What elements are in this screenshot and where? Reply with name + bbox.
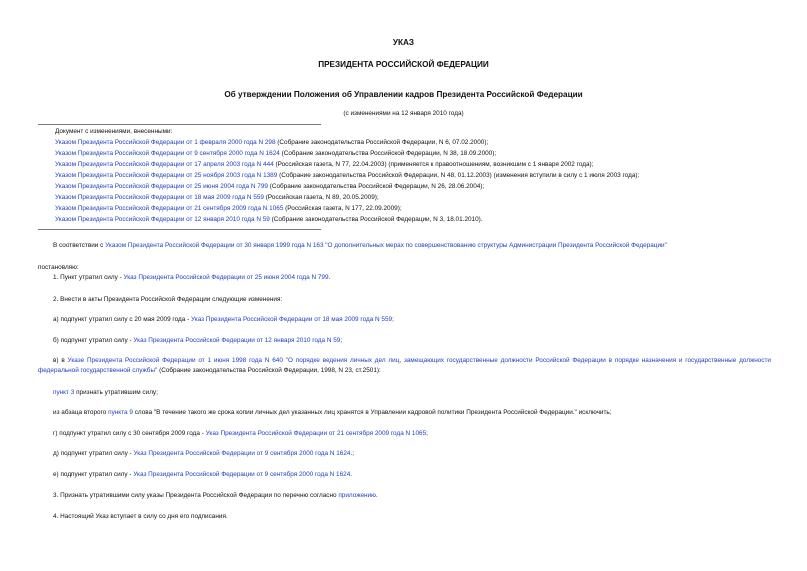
doc-title-president: ПРЕЗИДЕНТА РОССИЙСКОЙ ФЕДЕРАЦИИ <box>318 60 489 69</box>
subitem-d-link[interactable]: Указ Президента Российской Федерации от 9 сентября 2000 года N 1624 <box>133 450 351 457</box>
subitem-v-link[interactable]: Указе Президента Российской Федерации от 1 июня 1998 года N 640 "О порядке ведения личных дел лиц, замещающих государственные должности Российской Федерации в порядке назначения и государственные должности федеральной государственной службы" <box>38 357 771 374</box>
history-top-rule <box>38 124 321 125</box>
appendix-link[interactable]: приложению <box>338 492 376 499</box>
history-link[interactable]: Указом Президента Российской Федерации от 12 января 2010 года N 59 <box>55 216 270 223</box>
paragraph-item-3: 3. Признать утратившими силу указы Президента Российской Федерации по перечню согласно приложению. <box>53 492 378 499</box>
doc-subheading: (с изменениями на 12 января 2010 года) <box>343 110 464 117</box>
history-link[interactable]: Указом Президента Российской Федерации от 17 апреля 2003 года N 444 <box>55 161 274 168</box>
paragraph-point-9: из абзаца второго пункта 9 слова "В течение такого же срока копии личных дел указанных лиц хранятся в Управлении кадровой политики Президента Российской Федерации." исключить; <box>53 409 612 416</box>
paragraph-subitem-d: д) подпункт утратил силу - Указ Президента Российской Федерации от 9 сентября 2000 года N 1624.; <box>53 450 354 457</box>
history-item: Указом Президента Российской Федерации от 17 апреля 2003 года N 444 (Российская газета, N 77, 22.04.2003) (применяется к правоотношениям, возникшим с 1 января 2002 года); <box>55 161 594 168</box>
doc-heading: Об утверждении Положения об Управлении кадров Президента Российской Федерации <box>224 90 583 99</box>
item-1-link[interactable]: Указ Президента Российской Федерации от 25 июня 2004 года N 799 <box>123 274 329 281</box>
history-item: Указом Президента Российской Федерации от 9 сентября 2000 года N 1624 (Собрание законодательства Российской Федерации, N 38, 18.09.2000); <box>55 150 497 157</box>
history-link[interactable]: Указом Президента Российской Федерации от 25 июня 2004 года N 799 <box>55 183 268 190</box>
history-item: Указом Президента Российской Федерации от 12 января 2010 года N 59 (Собрание законодательства Российской Федерации, N 3, 18.01.2010). <box>55 216 483 223</box>
subitem-b-link[interactable]: Указ Президента Российской Федерации от 12 января 2010 года N 59 <box>133 337 341 344</box>
paragraph-item-2: 2. Внести в акты Президента Российской Федерации следующие изменения: <box>53 296 283 303</box>
history-item: Указом Президента Российской Федерации от 18 мая 2009 года N 559 (Российская газета, N 89, 20.05.2009); <box>55 194 379 201</box>
history-bottom-rule <box>38 229 321 230</box>
history-item: Указом Президента Российской Федерации от 25 ноября 2003 года N 1389 (Собрание законодательства Российской Федерации, N 48, 01.12.2003) (изменения вступили в силу с 1 июля 2003 года); <box>55 172 640 179</box>
paragraph-subitem-v: в) в Указе Президента Российской Федерации от 1 июня 1998 года N 640 "О порядке ведения личных дел лиц, замещающих государственные должности Российской Федерации в порядке назначения и государственные должности федеральной государственной службы" (Собрание законодательства Российской Федерации, 1998, N 23, ст.2501): <box>38 357 771 374</box>
history-link[interactable]: Указом Президента Российской Федерации от 9 сентября 2000 года N 1624 <box>55 150 280 157</box>
history-item: Указом Президента Российской Федерации от 1 февраля 2000 года N 298 (Собрание законодательства Российской Федерации, N 6, 07.02.2000); <box>55 139 489 146</box>
paragraph-subitem-g: г) подпункт утратил силу с 30 сентября 2009 года - Указ Президента Российской Федерации от 21 сентября 2009 года N 1065; <box>53 430 428 437</box>
paragraph-point-3: пункт 3 признать утратившим силу; <box>53 389 158 396</box>
subitem-g-link[interactable]: Указ Президента Российской Федерации от 21 сентября 2009 года N 1065 <box>205 430 427 437</box>
history-intro: Документ с изменениями, внесенными: <box>55 128 173 135</box>
subitem-a-link[interactable]: Указ Президента Российской Федерации от 18 мая 2009 года N 559 <box>190 316 393 323</box>
paragraph-subitem-b: б) подпункт утратил силу - Указ Президента Российской Федерации от 12 января 2010 года N 59; <box>53 337 343 344</box>
paragraph-subitem-e: е) подпункт утратил силу - Указ Президента Российской Федерации от 9 сентября 2000 года N 1624. <box>53 471 353 478</box>
history-item: Указом Президента Российской Федерации от 25 июня 2004 года N 799 (Собрание законодательства Российской Федерации, N 26, 28.06.2004); <box>55 183 485 190</box>
history-link[interactable]: Указом Президента Российской Федерации от 25 ноября 2003 года N 1389 <box>55 172 278 179</box>
paragraph-subitem-a: а) подпункт утратил силу с 20 мая 2009 года - Указ Президента Российской Федерации от 18 мая 2009 года N 559; <box>53 316 394 323</box>
point-9-link[interactable]: пункта 9 <box>108 409 133 416</box>
preamble-link[interactable]: Указом Президента Российской Федерации от 30 января 1999 года N 163 "О дополнительных мерах по совершенствованию структуры Администрации Президента Российской Федерации" <box>105 242 667 249</box>
paragraph-preamble: В соответствии с Указом Президента Российской Федерации от 30 января 1999 года N 163 "О дополнительных мерах по совершенствованию структуры Администрации Президента Российской Федерации" <box>53 242 667 249</box>
paragraph-item-4: 4. Настоящий Указ вступает в силу со дня его подписания. <box>53 513 228 520</box>
point-3-link[interactable]: пункт 3 <box>53 389 75 396</box>
subitem-e-link[interactable]: Указ Президента Российской Федерации от 9 сентября 2000 года N 1624 <box>133 471 351 478</box>
paragraph-item-1: 1. Пункт утратил силу - Указ Президента Российской Федерации от 25 июня 2004 года N 799. <box>53 274 331 281</box>
history-link[interactable]: Указом Президента Российской Федерации от 1 февраля 2000 года N 298 <box>55 139 276 146</box>
doc-title-ukaz: УКАЗ <box>392 38 415 47</box>
history-item: Указом Президента Российской Федерации от 21 сентября 2009 года N 1065 (Российская газета, N 177, 22.09.2009); <box>55 205 402 212</box>
paragraph-decree: постановляю: <box>38 264 79 271</box>
history-link[interactable]: Указом Президента Российской Федерации от 21 сентября 2009 года N 1065 <box>55 205 284 212</box>
history-link[interactable]: Указом Президента Российской Федерации от 18 мая 2009 года N 559 <box>55 194 264 201</box>
